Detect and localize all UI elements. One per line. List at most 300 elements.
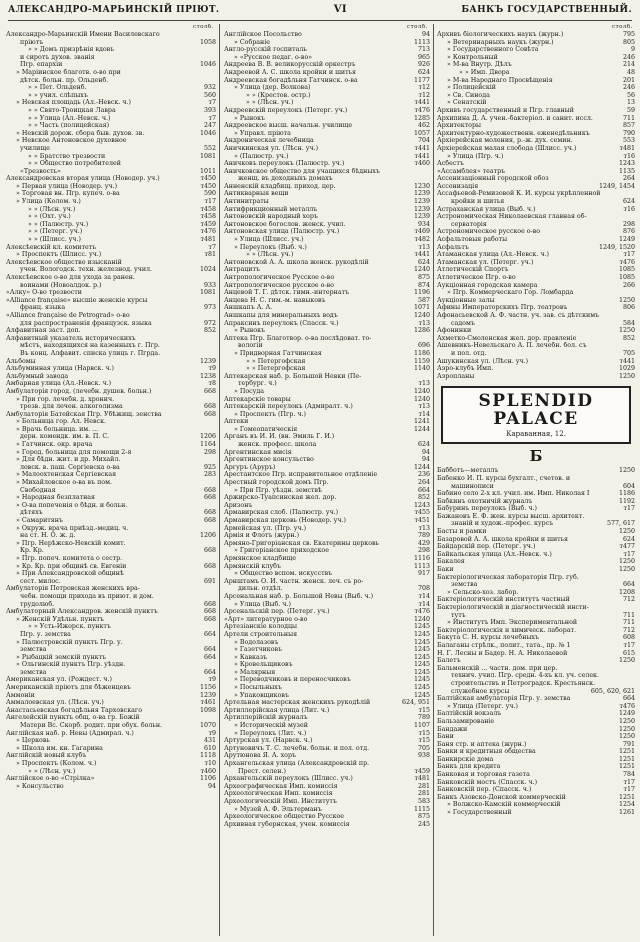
entry-text: » Для бѣдн. жит. и др. Михайл. bbox=[16, 456, 121, 464]
entry-column-ref: 1250 bbox=[618, 296, 635, 304]
entry-text: » Школа им. кн. Гагаринa bbox=[16, 744, 103, 752]
index-entry bbox=[6, 563, 216, 571]
entry-column-ref: т459 bbox=[200, 220, 216, 228]
index-entry bbox=[6, 312, 216, 320]
index-entry bbox=[224, 737, 430, 745]
index-entry bbox=[224, 821, 430, 829]
entry-column-ref: 1251 bbox=[618, 763, 635, 771]
entry-text: Архипина Д. А. учен.-бактеріол. и санит. иссл. bbox=[437, 114, 593, 122]
entry-text: Аргуръ (Аруръ) bbox=[224, 463, 276, 471]
entry-text: строительствъ и Петроградск. Крестьянск. bbox=[451, 679, 596, 687]
entry-text: Ангелейскій пунктъ общ. о-ва гр. Божій bbox=[6, 714, 140, 722]
entry-column-ref: т14 bbox=[418, 410, 430, 418]
index-entry bbox=[224, 813, 430, 821]
entry-column-ref: т482 bbox=[414, 236, 430, 244]
index-entry bbox=[224, 570, 430, 578]
entry-text: » Невская площадь (Ал.-Невск. ч.) bbox=[16, 99, 131, 107]
entry-text: Аничковское общество для учащихся бѣдныхъ bbox=[224, 167, 380, 175]
header-left-title: АЛЕКСАНДРО-МАРЬИНСКIЙ ПРIЮТ. bbox=[8, 5, 220, 15]
entry-text: Антоновская улица (Палюстр. уч.) bbox=[224, 228, 340, 236]
index-entry bbox=[6, 730, 216, 738]
index-entry bbox=[437, 46, 635, 54]
entry-column-ref: 1070 bbox=[199, 722, 216, 730]
entry-text: и сиротъ духов. званія bbox=[20, 53, 95, 61]
entry-text: Антинитраты bbox=[224, 198, 269, 206]
index-entry bbox=[437, 604, 635, 612]
entry-column-ref: 1245 bbox=[413, 638, 430, 646]
entry-text: Аргентинское консульство bbox=[224, 456, 314, 464]
index-entry bbox=[6, 69, 216, 77]
entry-column-ref: 1046 bbox=[199, 129, 216, 137]
index-entry bbox=[437, 69, 635, 77]
entry-column-ref: т13 bbox=[418, 319, 430, 327]
index-entry bbox=[6, 282, 216, 290]
index-entry bbox=[437, 342, 635, 350]
index-entry bbox=[224, 616, 430, 624]
entry-text: » Полицейскій bbox=[447, 84, 496, 92]
index-entry bbox=[224, 403, 430, 411]
entry-text: Банки и кредитныя общества bbox=[437, 748, 536, 756]
entry-column-ref: 852 bbox=[622, 334, 635, 342]
entry-column-ref: т455 bbox=[414, 509, 430, 517]
entry-text: Н. Г. Лесны и Бадер. Н. А. Николаевой bbox=[437, 649, 568, 657]
entry-column-ref: 1245 bbox=[413, 653, 430, 661]
entry-text: Баня стр. и аптека (журн.) bbox=[437, 740, 527, 748]
entry-text: Матери Вс. Скорб. родит. при обух. больн. bbox=[20, 722, 163, 730]
entry-text: Армавирская церковь (Новодер. уч.) bbox=[224, 517, 346, 524]
index-entry bbox=[437, 536, 635, 544]
entry-column-ref: т12 bbox=[418, 84, 430, 92]
entry-text: Аукціонная городская камера bbox=[437, 281, 538, 289]
entry-text: чебн. помощи прихода въ приют. и дом. bbox=[20, 592, 154, 600]
entry-column-ref: 1107 bbox=[413, 722, 430, 730]
index-entry bbox=[6, 228, 216, 236]
entry-text: Антоновской А. А. школа женск. рукодѣлій bbox=[224, 258, 369, 266]
entry-column-ref: 59 bbox=[626, 106, 635, 114]
index-entry bbox=[224, 122, 430, 130]
entry-text: » Волжско-Камскій коммерческій bbox=[447, 801, 561, 809]
entry-column-ref: 795 bbox=[622, 31, 635, 38]
entry-text: » » (Лѣсн. уч.) bbox=[28, 767, 76, 775]
entry-column-ref: т476 bbox=[414, 608, 430, 616]
index-entry bbox=[437, 726, 635, 734]
index-entry bbox=[6, 122, 216, 130]
entry-text: » Сельско-хоз. лабор. bbox=[447, 588, 519, 596]
entry-text: » Женскій Удѣльн. пунктъ bbox=[16, 615, 104, 623]
index-entry bbox=[224, 228, 430, 236]
entry-column-ref: 246 bbox=[622, 84, 635, 92]
entry-text: » М-ва Народнаго Просвѣщенія bbox=[447, 76, 553, 84]
entry-column-ref: 553 bbox=[622, 137, 635, 145]
index-entry bbox=[224, 190, 430, 198]
entry-column-ref: 704 bbox=[417, 137, 430, 145]
index-entry bbox=[6, 601, 216, 609]
index-entry bbox=[6, 745, 216, 753]
entry-text: Археологическая Имп. комиссія bbox=[224, 790, 333, 798]
entry-text: Англійское о-во «Стрілка» bbox=[6, 775, 95, 783]
entry-column-ref: 624 bbox=[417, 68, 430, 76]
index-entry bbox=[6, 479, 216, 487]
entry-text: Алексѣевское о-во для ухода за ранен. bbox=[6, 274, 135, 281]
entry-column-ref: 874 bbox=[417, 281, 430, 289]
entry-text: Бактеріологическій и діагностическій инсти- bbox=[437, 604, 589, 611]
entry-column-ref: 624 bbox=[622, 535, 635, 543]
entry-column-ref: 1245 bbox=[413, 623, 430, 631]
entry-text: Андреева В. В. великорусскій оркестръ bbox=[224, 61, 356, 69]
index-entry bbox=[224, 699, 430, 707]
entry-text: трезв. для лечен. алкоголизма bbox=[20, 403, 123, 411]
index-entry bbox=[6, 84, 216, 92]
index-entry bbox=[437, 779, 635, 787]
entry-column-ref: 605, 620, 621 bbox=[590, 687, 635, 695]
index-entry bbox=[6, 175, 216, 183]
entry-column-ref: т450 bbox=[200, 175, 216, 183]
entry-text: Афонинки bbox=[437, 327, 472, 335]
page-number: VI bbox=[333, 4, 348, 15]
entry-column-ref: 624, 951 bbox=[401, 699, 430, 707]
index-entry bbox=[6, 304, 216, 312]
entry-text: » Кавказъ bbox=[234, 653, 268, 661]
entry-text: сест. милос. bbox=[20, 577, 61, 585]
entry-text: Аптекарская наб. р. Большой Невки (Пе- bbox=[224, 372, 362, 380]
index-entry bbox=[6, 760, 216, 768]
entry-column-ref: 583 bbox=[417, 797, 430, 805]
entry-text: » Первая улица (Новодер. уч.) bbox=[16, 182, 118, 190]
entry-text: Ашевникъ-Невельскаго А. П. лечебн. бол. съ bbox=[437, 342, 587, 350]
entry-text: » Консульство bbox=[16, 782, 64, 790]
index-entry bbox=[224, 806, 430, 814]
index-entry bbox=[6, 502, 216, 510]
index-entry bbox=[224, 160, 430, 168]
index-entry bbox=[437, 282, 635, 290]
entry-column-ref: 857 bbox=[622, 122, 635, 130]
index-entry bbox=[6, 676, 216, 684]
entry-text: Аржирско-Туапсинская жел. дор. bbox=[224, 494, 337, 502]
right-column bbox=[437, 24, 635, 938]
index-entry bbox=[224, 745, 430, 753]
index-entry bbox=[224, 418, 430, 426]
index-entry bbox=[6, 168, 216, 176]
entry-column-ref: 624 bbox=[417, 258, 430, 266]
entry-column-ref: 1240 bbox=[413, 311, 430, 319]
entry-text: Археологическое общество Русское bbox=[224, 813, 344, 821]
entry-text: Аншкапъ А. А. bbox=[224, 304, 273, 312]
entry-column-ref: т17 bbox=[204, 198, 216, 206]
entry-column-ref: 1240 bbox=[413, 266, 430, 274]
entry-text: Бани bbox=[437, 733, 454, 741]
index-entry bbox=[6, 115, 216, 123]
index-entry bbox=[6, 297, 216, 305]
entry-column-ref: 1250 bbox=[618, 566, 635, 574]
index-entry bbox=[6, 752, 216, 760]
entry-text: Андреевскій переулокъ (Петерг. уч.) bbox=[224, 106, 348, 114]
index-entry bbox=[437, 551, 635, 559]
entry-column-ref: 298 bbox=[622, 220, 635, 228]
index-entry bbox=[437, 627, 635, 635]
entry-text: » При Пгр. уѣздн. земствѣ bbox=[234, 486, 322, 494]
entry-text: Армянское кладбище bbox=[224, 554, 296, 562]
entry-text: Афонасьевской А. Ф. частн. уч. зав. съ дѣтскимъ bbox=[437, 311, 600, 319]
entry-column-ref: 711 bbox=[622, 114, 635, 122]
index-entry bbox=[224, 540, 430, 548]
index-entry bbox=[224, 282, 430, 290]
index-entry bbox=[437, 61, 635, 69]
entry-text: Альбумный завода bbox=[6, 372, 69, 380]
entry-column-ref: 281 bbox=[417, 782, 430, 790]
entry-column-ref: т458 bbox=[200, 213, 216, 221]
running-header bbox=[8, 4, 632, 21]
entry-text: » Государственного Совѣта bbox=[447, 46, 539, 54]
index-entry bbox=[6, 578, 216, 586]
entry-text: Банковскій мостъ (Спасск. ч.) bbox=[437, 778, 538, 786]
index-entry bbox=[224, 388, 430, 396]
index-entry bbox=[6, 487, 216, 495]
index-entry bbox=[6, 471, 216, 479]
index-entry bbox=[224, 593, 430, 601]
entry-text: » При Александровской общинѣ bbox=[16, 570, 124, 578]
index-entry bbox=[224, 266, 430, 274]
entry-column-ref: 1085 bbox=[618, 266, 635, 274]
index-entry bbox=[6, 616, 216, 624]
entry-column-ref: т441 bbox=[414, 144, 430, 152]
entry-text: Банкирскіе дома bbox=[437, 755, 494, 763]
entry-column-ref: 1164 bbox=[199, 441, 216, 449]
entry-column-ref: т12 bbox=[418, 91, 430, 99]
entry-column-ref: 298 bbox=[203, 448, 216, 456]
entry-column-ref: 852 bbox=[417, 494, 430, 502]
entry-column-ref: 1244 bbox=[413, 463, 430, 471]
index-entry bbox=[6, 46, 216, 54]
entry-column-ref: т15 bbox=[418, 737, 430, 745]
entry-text: Бальзамированіе bbox=[437, 717, 495, 725]
entry-column-ref: 1239 bbox=[199, 357, 216, 365]
index-entry bbox=[437, 672, 635, 680]
entry-column-ref: т8 bbox=[208, 380, 216, 388]
index-entry bbox=[6, 722, 216, 730]
entry-text: » » Свято-Троицкая Лавра bbox=[28, 106, 116, 114]
index-entry bbox=[6, 137, 216, 145]
entry-column-ref: 708 bbox=[417, 585, 430, 593]
entry-column-ref: 805 bbox=[622, 38, 635, 46]
entry-text: на ст. Н. О. ж. д. bbox=[20, 532, 76, 540]
entry-column-ref: 266 bbox=[622, 281, 635, 289]
entry-text: Аммалоевская ул. (Лѣсн. уч.) bbox=[6, 699, 104, 707]
index-entry bbox=[224, 183, 430, 191]
index-entry bbox=[224, 145, 430, 153]
index-entry bbox=[437, 213, 635, 221]
index-entry bbox=[224, 722, 430, 730]
index-entry bbox=[437, 794, 635, 802]
entry-column-ref: т17 bbox=[623, 778, 635, 786]
entry-column-ref: 94 bbox=[421, 456, 430, 464]
entry-text: Антропологическое Русское о-во bbox=[224, 274, 335, 281]
right-entry-list-top bbox=[437, 31, 635, 380]
entry-column-ref: 668 bbox=[203, 387, 216, 395]
entry-text: » » (Охт. уч.) bbox=[28, 213, 71, 221]
entry-text: Александро-Марьинскій Имени Василевскаго bbox=[6, 31, 160, 38]
index-entry bbox=[6, 130, 216, 138]
entry-text: Апраксинъ переулокъ (Спасск. ч.) bbox=[224, 319, 339, 327]
index-entry bbox=[437, 581, 635, 589]
entry-column-ref: 1240 bbox=[413, 387, 430, 395]
entry-column-ref: 664 bbox=[203, 668, 216, 676]
index-entry bbox=[6, 320, 216, 328]
entry-text: Артуновичъ Т. С. лечебн. больн. и пол. отд. bbox=[224, 744, 370, 752]
index-entry bbox=[437, 748, 635, 756]
index-entry bbox=[224, 517, 430, 525]
entry-text: Бабботъ—металлъ bbox=[437, 467, 499, 475]
entry-text: » Улица (Колом. ч.) bbox=[16, 198, 81, 206]
entry-column-ref: 245 bbox=[417, 820, 430, 828]
entry-column-ref: 1245 bbox=[413, 691, 430, 699]
entry-column-ref: 789 bbox=[417, 532, 430, 540]
entry-text: для распространенія французск. языка bbox=[20, 319, 152, 327]
entry-text: » Кровельщиковъ bbox=[234, 661, 293, 669]
entry-text: » Церковь bbox=[16, 737, 50, 745]
entry-text: Аэро-клубъ Имп. bbox=[437, 365, 494, 373]
entry-column-ref: т458 bbox=[200, 205, 216, 213]
entry-column-ref: 1250 bbox=[618, 372, 635, 380]
index-entry bbox=[224, 547, 430, 555]
entry-column-ref: 94 bbox=[421, 448, 430, 456]
index-entry bbox=[437, 198, 635, 206]
entry-text: земства bbox=[451, 581, 478, 589]
entry-text: Ашукинская ул. (Лѣсн. уч.) bbox=[437, 357, 529, 365]
entry-column-ref: 789 bbox=[417, 714, 430, 722]
entry-text: Антоновскій народный хоръ bbox=[224, 213, 318, 221]
entry-column-ref: 1135 bbox=[618, 167, 635, 175]
entry-column-ref: 1245 bbox=[413, 668, 430, 676]
index-entry bbox=[224, 509, 430, 517]
middle-column bbox=[224, 24, 430, 938]
index-entry bbox=[437, 680, 635, 688]
entry-text: Анастасьевская богадѣльня Тарховскаго bbox=[6, 706, 142, 714]
index-entry bbox=[437, 642, 635, 650]
entry-column-ref: 1085 bbox=[618, 274, 635, 281]
entry-text: дѣтяхъ bbox=[20, 509, 43, 517]
entry-text: » Пгр. Коммерческаго Гор. Ломбарда bbox=[447, 289, 574, 297]
index-entry bbox=[224, 646, 430, 654]
index-entry bbox=[437, 297, 635, 305]
entry-column-ref: 1245 bbox=[413, 684, 430, 692]
entry-column-ref: 934 bbox=[417, 220, 430, 228]
splendid-palace-advertisement bbox=[441, 386, 631, 444]
entry-text: тутъ bbox=[451, 611, 466, 619]
entry-text: » Улица (Петерг. уч.) bbox=[447, 702, 518, 710]
entry-text: Архивная губернская, учен. комиссія bbox=[224, 820, 350, 828]
entry-text: Банкъ Азовско-Донской коммерческій bbox=[437, 793, 566, 801]
index-entry bbox=[437, 520, 635, 528]
index-entry bbox=[6, 433, 216, 441]
entry-column-ref: 1239 bbox=[413, 213, 430, 221]
entry-column-ref: 1249 bbox=[618, 710, 635, 718]
entry-text: Армянскій клубъ bbox=[224, 562, 281, 570]
entry-column-ref: 1239 bbox=[413, 190, 430, 198]
entry-column-ref: т476 bbox=[200, 228, 216, 236]
ad-address: Караванная, 12. bbox=[506, 430, 566, 439]
index-entry bbox=[437, 703, 635, 711]
entry-text: Ассафьевой-Ремизовой К. И. курсы укрѣпленной bbox=[437, 190, 601, 198]
entry-column-ref: 552 bbox=[203, 144, 216, 152]
entry-text: «Alliance française» высшіе женскіе курсы bbox=[6, 296, 148, 304]
entry-text: Амбарная улица (Ал.-Невск. ч.) bbox=[6, 380, 112, 388]
index-entry bbox=[224, 54, 430, 62]
entry-column-ref: 926 bbox=[417, 61, 430, 69]
entry-text: » Переводчиковъ и переносчиковъ bbox=[234, 676, 351, 684]
entry-column-ref: т9 bbox=[208, 365, 216, 373]
entry-text: Бактеріологическій институтъ частный bbox=[437, 596, 570, 604]
index-entry bbox=[437, 39, 635, 47]
entry-column-ref: 1251 bbox=[618, 748, 635, 756]
entry-text: » Посуда bbox=[234, 387, 264, 395]
entry-text: » Улица (Выб. ч.) bbox=[234, 600, 291, 608]
entry-column-ref: 668 bbox=[203, 608, 216, 616]
entry-column-ref: 973 bbox=[203, 304, 216, 312]
index-entry bbox=[437, 373, 635, 381]
index-entry bbox=[224, 365, 430, 373]
entry-text: Артельная мастерская женскихъ рукодѣлій bbox=[224, 699, 371, 707]
index-entry bbox=[224, 585, 430, 593]
index-entry bbox=[224, 304, 430, 312]
entry-text: » Рыбацкій земскій пунктъ bbox=[16, 653, 107, 661]
index-entry bbox=[6, 661, 216, 669]
index-entry bbox=[6, 289, 216, 297]
index-entry bbox=[437, 183, 635, 191]
index-entry bbox=[224, 456, 430, 464]
entry-text: Англійское Посольство bbox=[224, 31, 302, 38]
index-entry bbox=[437, 175, 635, 183]
entry-text: Асфальтовыя работы bbox=[437, 236, 508, 244]
entry-text: знаній и худож.-профес. курсъ bbox=[451, 520, 554, 528]
index-entry bbox=[224, 426, 430, 434]
index-entry bbox=[6, 692, 216, 700]
entry-column-ref: 1245 bbox=[413, 646, 430, 654]
entry-column-ref: 462 bbox=[417, 122, 430, 130]
index-entry bbox=[437, 756, 635, 764]
index-entry bbox=[437, 153, 635, 161]
entry-column-ref: 875 bbox=[417, 813, 430, 821]
entry-text: Амбулаторія Батейская Пгр. Убѣжищ. зенства bbox=[6, 410, 162, 418]
entry-column-ref: 668 bbox=[203, 600, 216, 608]
entry-text: Антрацитъ bbox=[224, 266, 260, 274]
entry-column-ref: 668 bbox=[203, 403, 216, 411]
entry-column-ref: 917 bbox=[417, 570, 430, 578]
entry-column-ref: т481 bbox=[619, 144, 635, 152]
index-entry bbox=[224, 274, 430, 282]
entry-text: » Общество вспом. искусствъ bbox=[234, 570, 333, 578]
entry-column-ref: 790 bbox=[622, 129, 635, 137]
entry-column-ref: 1230 bbox=[413, 182, 430, 190]
entry-text: » » Имп. Двора bbox=[459, 68, 510, 76]
entry-text: Базаровой А. А. школа кройки и шитья bbox=[437, 535, 569, 543]
entry-column-ref: т481 bbox=[200, 236, 216, 244]
entry-column-ref: 1250 bbox=[618, 733, 635, 741]
entry-text: » Сенатскій bbox=[447, 99, 487, 107]
index-entry bbox=[6, 570, 216, 578]
entry-column-ref: т81 bbox=[204, 251, 216, 259]
index-entry bbox=[437, 801, 635, 809]
index-entry bbox=[6, 160, 216, 168]
entry-text: Арсенальная наб. р. Большой Невы (Выб. ч.) bbox=[224, 592, 374, 600]
index-entry bbox=[6, 31, 216, 39]
entry-column-ref: 1140 bbox=[413, 365, 430, 373]
entry-column-ref: 664 bbox=[203, 653, 216, 661]
entry-column-ref: т13 bbox=[418, 380, 430, 388]
index-entry bbox=[6, 274, 216, 282]
entry-text: Архангельская улица (Александровскій пр. bbox=[224, 760, 370, 767]
index-entry bbox=[224, 327, 430, 335]
entry-column-ref: 1196 bbox=[413, 289, 430, 297]
